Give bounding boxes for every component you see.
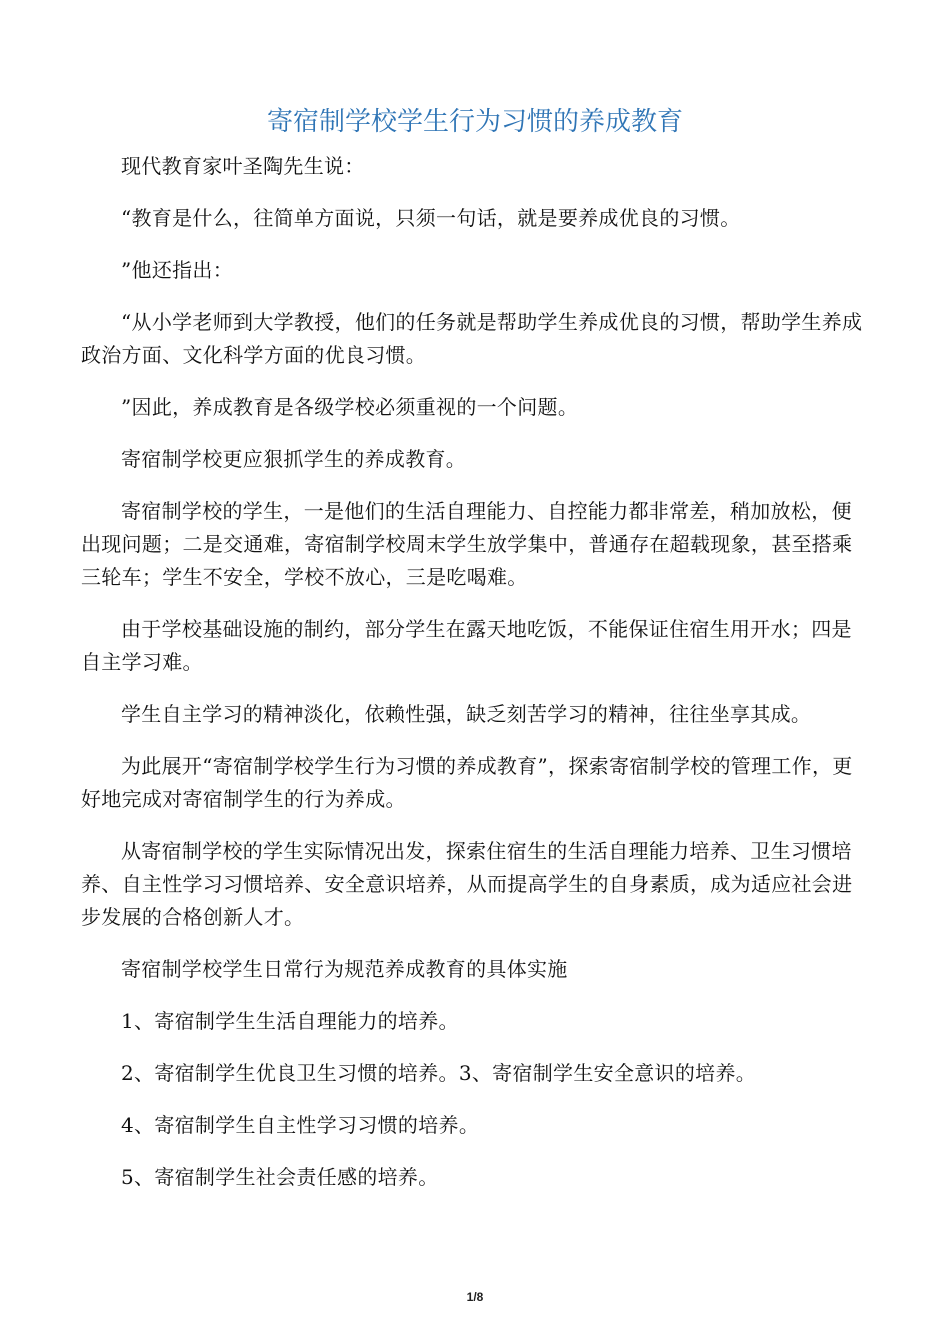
paragraph: 为此展开“寄宿制学校学生行为习惯的养成教育”，探索寄宿制学校的管理工作，更好地完成对寄宿制学生的行为养成。: [81, 754, 853, 811]
document-body: [81, 150, 871, 1213]
paragraph: ”因此，养成教育是各级学校必须重视的一个问题。: [121, 395, 579, 419]
paragraph: 学生自主学习的精神淡化，依赖性强，缺乏刻苦学习的精神，往往坐享其成。: [121, 702, 812, 726]
paragraph: “教育是什么，往简单方面说，只须一句话，就是要养成优良的习惯。: [121, 206, 741, 230]
list-item: 5、寄宿制学生社会责任感的培养。: [121, 1165, 439, 1189]
document-title: 寄宿制学校学生行为习惯的养成教育: [266, 107, 683, 137]
section-heading: 寄宿制学校学生日常行为规范养成教育的具体实施: [121, 957, 568, 981]
paragraph: “从小学老师到大学教授，他们的任务就是帮助学生养成优良的习惯，帮助学生养成政治方面、文化科学方面的优良习惯。: [81, 310, 863, 367]
paragraph: 寄宿制学校的学生，一是他们的生活自理能力、自控能力都非常差，稍加放松，便出现问题；二是交通难，寄宿制学校周末学生放学集中，普通存在超载现象，甚至搭乘三轮车；学生不安全，学校不放心，三是吃喝难。: [81, 499, 853, 589]
paragraph: 从寄宿制学校的学生实际情况出发，探索住宿生的生活自理能力培养、卫生习惯培养、自主性学习习惯培养、安全意识培养，从而提高学生的自身素质，成为适应社会进步发展的合格创新人才。: [81, 839, 853, 929]
paragraph: 现代教育家叶圣陶先生说：: [121, 154, 365, 178]
paragraph: ”他还指出：: [121, 258, 234, 282]
list-item: 4、寄宿制学生自主性学习习惯的培养。: [121, 1113, 480, 1137]
paragraph: 由于学校基础设施的制约，部分学生在露天地吃饭，不能保证住宿生用开水；四是自主学习难。: [81, 617, 852, 674]
page-number: 1/8: [466, 1290, 484, 1304]
list-item: 2、寄宿制学生优良卫生习惯的培养。3、寄宿制学生安全意识的培养。: [121, 1061, 757, 1085]
paragraph: 寄宿制学校更应狠抓学生的养成教育。: [121, 447, 467, 471]
list-item: 1、寄宿制学生生活自理能力的培养。: [121, 1009, 459, 1033]
